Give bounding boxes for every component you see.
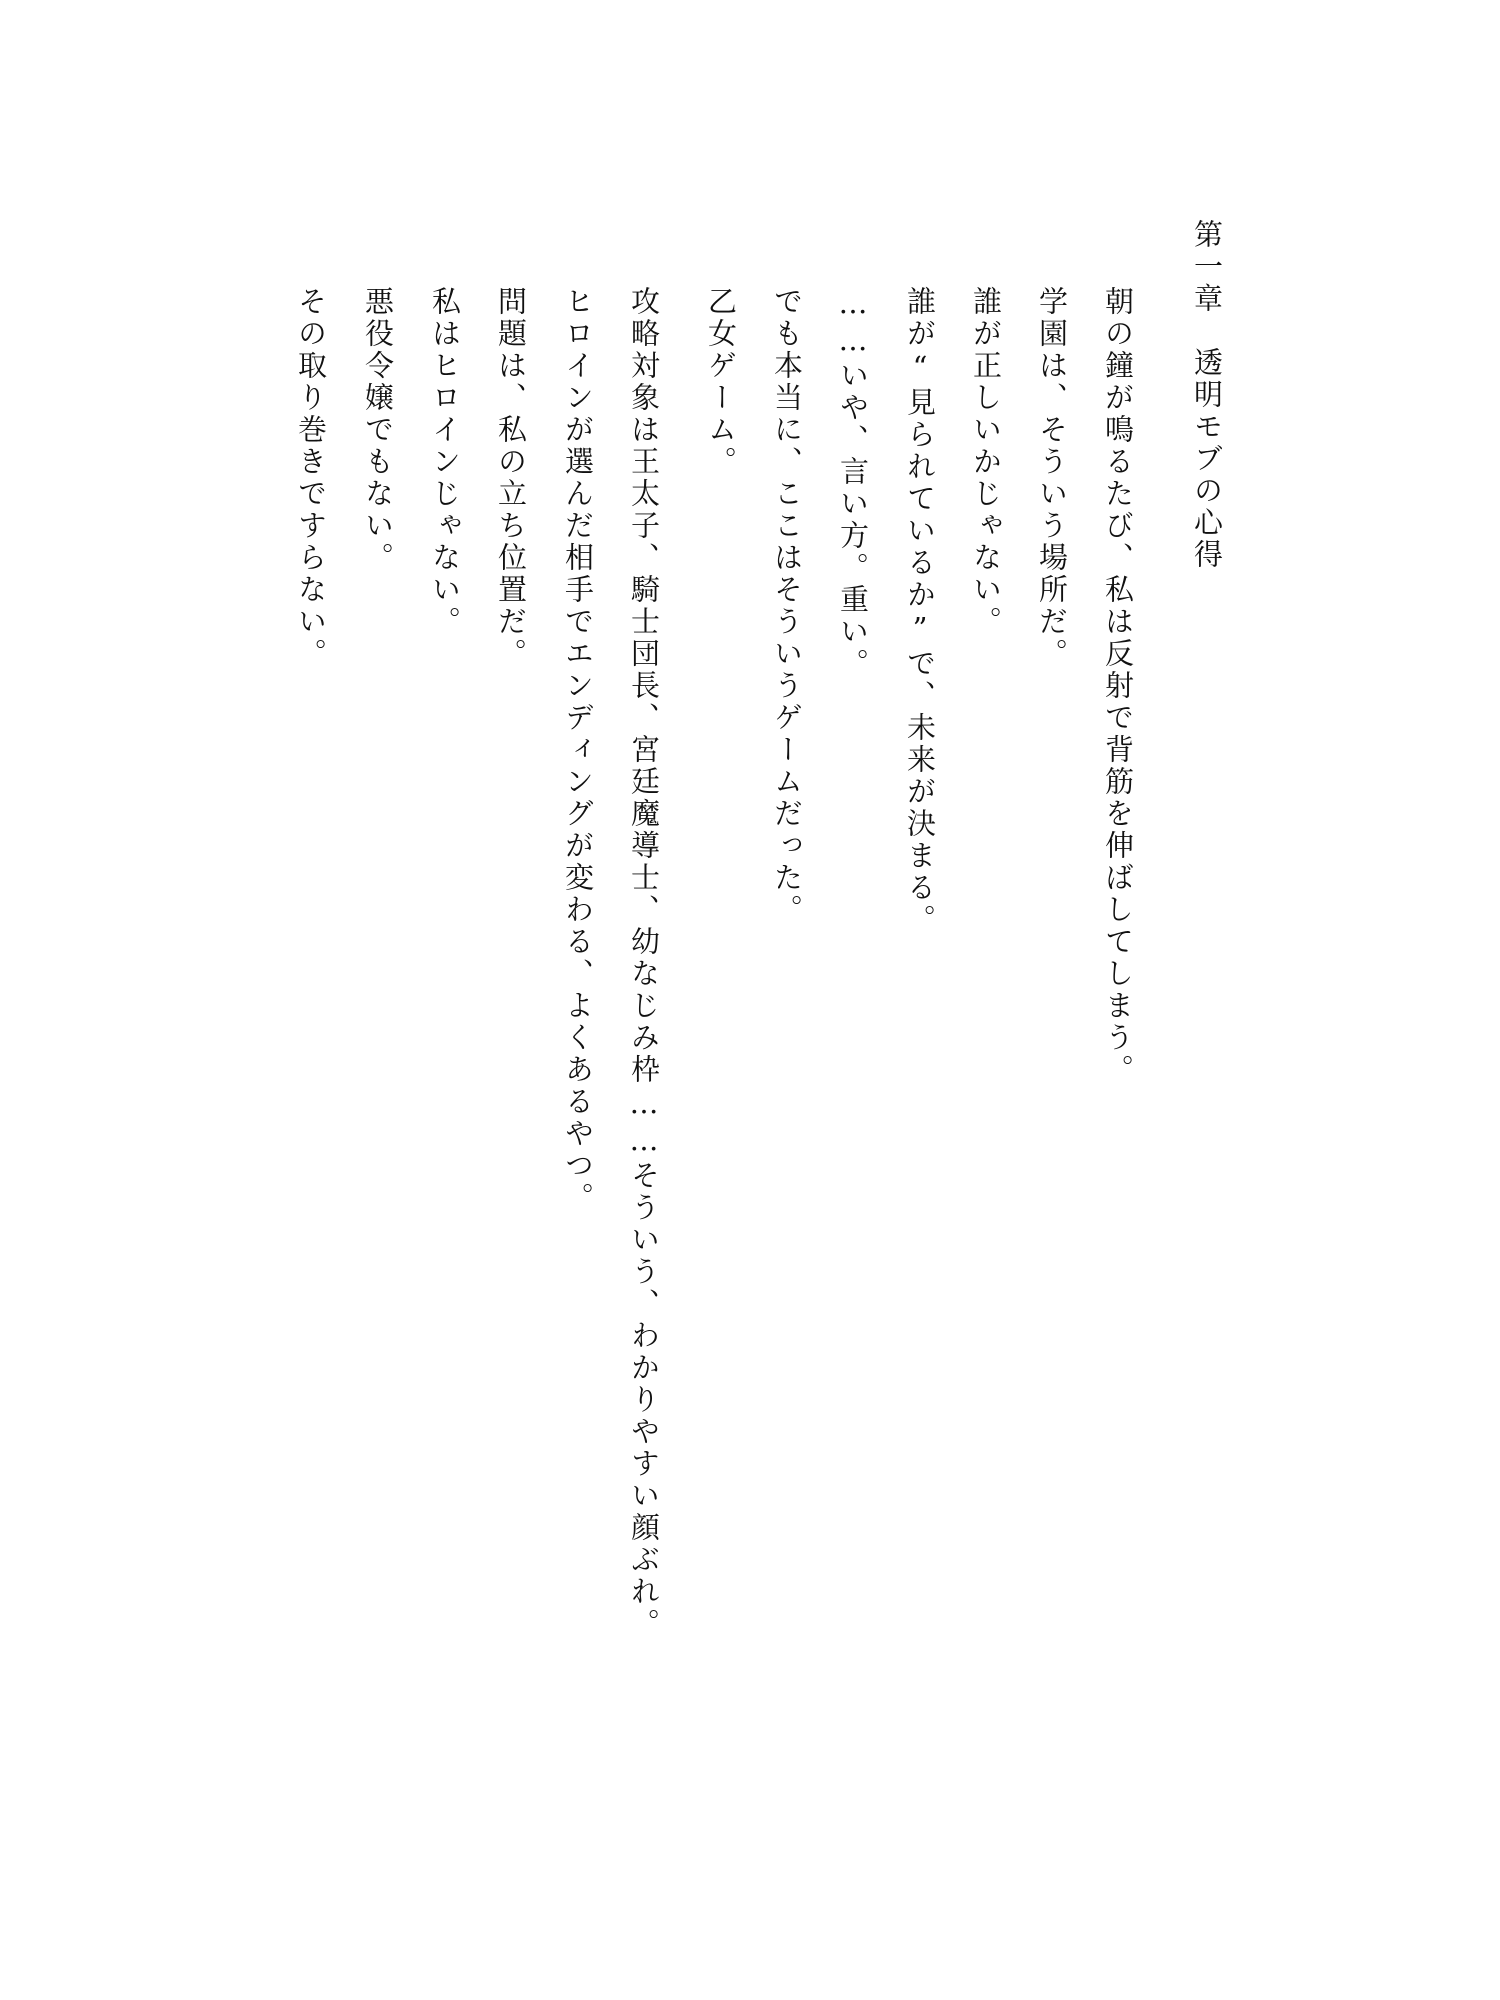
text-line: ……いや、言い方。重い。: [836, 286, 870, 680]
text-line: 学園は、そういう場所だ。: [1035, 286, 1069, 670]
text-line: 乙女ゲーム。: [704, 286, 738, 478]
text-line: 攻略対象は王太子、騎士団長、宮廷魔導士、幼なじみ枠……そういう、わかりやすい顔ぶれ。: [627, 286, 661, 1640]
chapter-title: 第一章 透明モブの心得: [1190, 219, 1224, 571]
text-line: でも本当に、ここはそういうゲームだった。: [770, 286, 804, 926]
text-line: ヒロインが選んだ相手でエンディングが変わる、よくあるやつ。: [561, 286, 595, 1214]
text-line: 誰が正しいかじゃない。: [969, 286, 1003, 638]
text-line: 私はヒロインじゃない。: [428, 286, 462, 638]
text-line: その取り巻きですらない。: [294, 286, 328, 670]
text-line: 悪役令嬢でもない。: [361, 286, 395, 574]
text-line: 朝の鐘が鳴るたび、私は反射で背筋を伸ばしてしまう。: [1101, 286, 1135, 1086]
text-line: 誰が“見られているか”で、未来が決まる。: [903, 286, 937, 936]
text-line: 問題は、私の立ち位置だ。: [494, 286, 528, 670]
